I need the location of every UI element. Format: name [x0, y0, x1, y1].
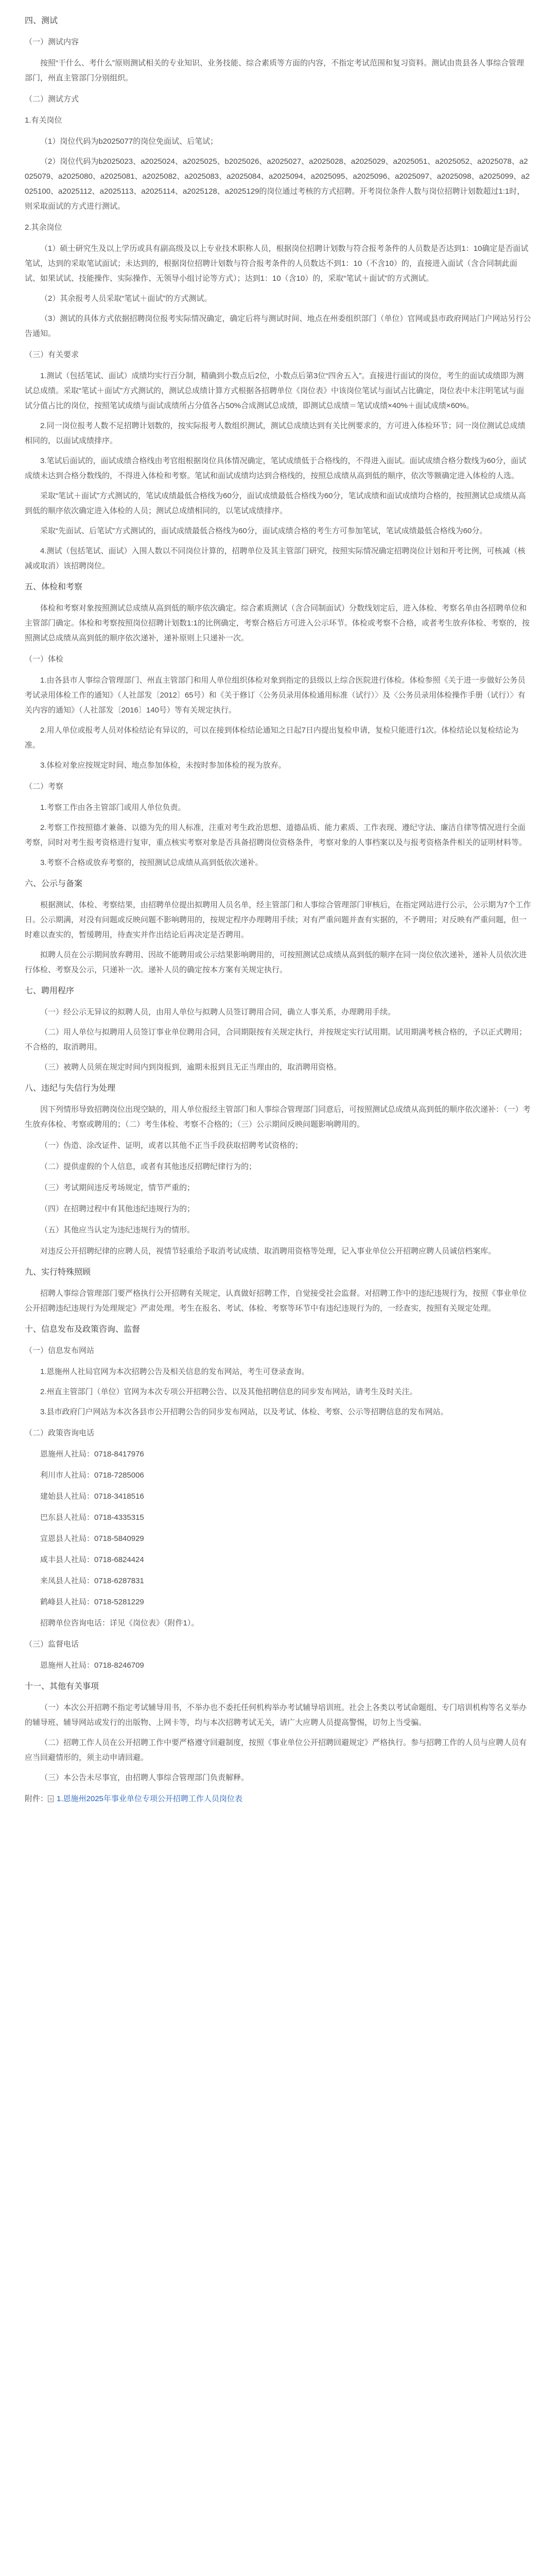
paragraph: （1）岗位代码为b2025077的岗位免面试、后笔试； [40, 137, 218, 146]
paragraph: 按照“干什么、考什么”原则测试相关的专业知识、业务技能、综合素质等方面的内容，不指定考试范围和复习资料。测试由贵县各人事综合管理部门，州直主管部门分别组织。 [25, 59, 524, 82]
paragraph: （一）本次公开招聘不指定考试辅导用书，不举办也不委托任何机构举办考试辅导培训班。社会上各类以考试命题组、专门培训机构等名义举办的辅导班、辅导网站或发行的出版物、上网卡等，均与本次招聘考试无关，请广大应聘人员提高警惕，切勿上当受骗。 [25, 1703, 527, 1727]
paragraph: 3.考察不合格或放弃考察的，按照测试总成绩从高到低依次递补。 [40, 858, 263, 867]
list-item: （三）考试期间违反考场规定，情节严重的； [40, 1183, 195, 1192]
paragraph: （三）被聘人员须在规定时间内到岗报到，逾期未报到且无正当理由的，取消聘用资格。 [40, 1063, 342, 1072]
phone-line: 恩施州人社局：0718-8417976 [40, 1450, 144, 1459]
paragraph: 3.笔试后面试的，面试成绩合格线由考官组根据岗位具体情况确定，笔试成绩低于合格线的，不得进入面试。面试成绩合格分数线为60分，面试成绩未达到合格分数线的，不得进入体检和考察。笔试和面试成绩均达到合格线的，按照总成绩从高到低的顺序，依次等额确定进入体检的人选。 [25, 456, 527, 480]
item-heading: 2.其余岗位 [25, 223, 62, 232]
section-heading: 十、信息发布及政策咨询、监督 [25, 1325, 141, 1334]
subsection-heading: （三）有关要求 [25, 350, 79, 359]
phone-line: 恩施州人社局：0718-8246709 [40, 1661, 144, 1670]
section-heading: 五、体检和考察 [25, 583, 83, 591]
subsection-heading: （三）监督电话 [25, 1640, 79, 1649]
subsection-heading: （二）考察 [25, 782, 64, 791]
paragraph: 招聘单位咨询电话：详见《岗位表》（附件1）。 [40, 1619, 199, 1628]
paragraph: （2）岗位代码为b2025023、a2025024、a2025025、b2025026、a2025027、a2025028、a2025029、a2025051、a2025052、a2025078、a2025079、a2025080、a2025081、a2025082、a2025083、a2025084、a2025094、a2025095、a2025096、a2025097、a2025098、a2025099、a2025100、a2025112、a2025113、a2025114、a2025128、a2025129的岗位通过考核的方式招聘。开考岗位条件人数与岗位招聘计划数超过1:1时，则采取面试的方式进行测试。 [25, 157, 530, 211]
paragraph: （二）招聘工作人员在公开招聘工作中要严格遵守回避制度，按照《事业单位公开招聘回避规定》严格执行。参与招聘工作的人员与应聘人员有应当回避情形的，须主动申请回避。 [25, 1738, 527, 1762]
subsection-heading: （一）信息发布网站 [25, 1346, 95, 1355]
paragraph: 拟聘人员在公示期间放弃聘用、因故不能聘用或公示结果影响聘用的，可按照测试总成绩从高到低的顺序在同一岗位依次递补，递补人员依次进行体检、考察及公示，只递补一次。递补人员的确定按本方案有关规定执行。 [25, 951, 527, 974]
item-heading: 1.有关岗位 [25, 116, 62, 125]
subsection-heading: （一）体检 [25, 655, 64, 664]
section-heading: 七、聘用程序 [25, 987, 75, 995]
attachment-line [25, 1791, 531, 1806]
subsection-heading: （二）测试方式 [25, 95, 79, 104]
paragraph: （一）经公示无异议的拟聘人员，由用人单位与拟聘人员签订聘用合同，确立人事关系，办理聘用手续。 [40, 1008, 396, 1016]
paragraph: 1.测试（包括笔试、面试）成绩均实行百分制，精确到小数点后2位，小数点后第3位“四舍五入”。直接进行面试的岗位，考生的面试成绩即为测试总成绩。采取“笔试＋面试”方式测试的，测试总成绩计算方式根据各招聘单位《岗位表》中该岗位笔试与面试占比确定，岗位表中未注明笔试与面试分值占比的岗位，按照笔试成绩与面试成绩所占分值各占50%合成测试总成绩，即测试总成绩＝笔试成绩×40%＋面试成绩×60%。 [25, 371, 524, 410]
list-item: （四）在招聘过程中有其他违纪违规行为的； [40, 1205, 195, 1213]
paragraph: 对违反公开招聘纪律的应聘人员，视情节轻重给予取消考试成绩、取消聘用资格等处理，记入事业单位公开招聘应聘人员诚信档案库。 [40, 1247, 496, 1256]
paragraph: 招聘人事综合管理部门要严格执行公开招聘有关规定，认真做好招聘工作，自觉接受社会监督。对招聘工作中的违纪违规行为，按照《事业单位公开招聘违纪违规行为处理规定》严肃处理。考生在报名、考试、体检、考察等环节中有违纪违规行为的，一经查实，按照有关规定处理。 [25, 1289, 527, 1313]
section-heading: 六、公示与备案 [25, 879, 83, 888]
paragraph: （三）本公告未尽事宜，由招聘人事综合管理部门负责解释。 [40, 1773, 249, 1782]
paragraph: （3）测试的具体方式依据招聘岗位报考实际情况确定，确定后将与测试时间、地点在州委组织部门（单位）官网或县市政府网站门户网站另行公告通知。 [25, 314, 531, 338]
paragraph: 1.考察工作由各主管部门或用人单位负责。 [40, 803, 186, 812]
paragraph: 1.由各县市人事综合管理部门、州直主管部门和用人单位组织体检对象到指定的县级以上综合医院进行体检。体检参照《关于进一步做好公务员考试录用体检工作的通知》（人社部发〔2012〕65号）和《关于修订〈公务员录用体检通用标准（试行）〉及〈公务员录用体检操作手册（试行）〉有关内容的通知》（人社部发〔2016〕140号）等有关规定执行。 [25, 676, 526, 715]
paragraph: 1.恩施州人社局官网为本次招聘公告及相关信息的发布网站，考生可登录查询。 [40, 1367, 309, 1376]
file-icon [48, 1795, 54, 1802]
phone-line: 利川市人社局：0718-7285006 [40, 1471, 144, 1480]
subsection-heading: （一）测试内容 [25, 38, 79, 46]
phone-line: 鹤峰县人社局：0718-5281229 [40, 1598, 144, 1606]
phone-line: 咸丰县人社局：0718-6824424 [40, 1555, 144, 1564]
list-item: （五）其他应当认定为违纪违规行为的情形。 [40, 1226, 195, 1234]
paragraph: 采取“先面试、后笔试”方式测试的，面试成绩最低合格线为60分，面试成绩合格的考生方可参加笔试，笔试成绩最低合格线为60分。 [40, 527, 488, 535]
subsection-heading: （二）政策咨询电话 [25, 1429, 95, 1437]
phone-line: 建始县人社局：0718-3418516 [40, 1492, 144, 1501]
paragraph: 因下列情形导致招聘岗位出现空缺的，用人单位报经主管部门和人事综合管理部门同意后，可按照测试总成绩从高到低的顺序依次递补：（一）考生放弃体检、考察或聘用的；（二）考生体检、考察不合格的；（三）公示期间反映问题影响聘用的。 [25, 1105, 531, 1129]
list-item: （二）提供虚假的个人信息，或者有其他违反招聘纪律行为的； [40, 1162, 257, 1171]
list-item: （一）伪造、涂改证件、证明，或者以其他不正当手段获取招聘考试资格的； [40, 1141, 303, 1150]
paragraph: 采取“笔试＋面试”方式测试的，笔试成绩最低合格线为60分，面试成绩最低合格线为60分，笔试成绩和面试成绩均合格的，按照测试总成绩从高到低的顺序依次确定进入体检的人员；测试总成绩相同的，以笔试成绩排序。 [25, 492, 526, 515]
section-heading: 十一、其他有关事项 [25, 1682, 99, 1691]
section-heading: 四、测试 [25, 16, 58, 25]
paragraph: 3.体检对象应按规定时间、地点参加体检，未按时参加体检的视为放弃。 [40, 761, 286, 770]
paragraph: 4.测试（包括笔试、面试）入围人数以不同岗位计算的，招聘单位及其主管部门研究，按照实际情况确定招聘岗位计划和开考比例，可核减（核减或取消）该招聘岗位。 [25, 547, 526, 570]
paragraph: 2.考察工作按照德才兼备、以德为先的用人标准，注重对考生政治思想、道德品质、能力素质、工作表现、遵纪守法、廉洁自律等情况进行全面考察，同时对考生报考资格进行复审，重点核实考察对象是否具备招聘岗位资格条件，考察对象的人事档案以及与报考资格条件相关的证明材料等。 [25, 823, 527, 847]
paragraph: （1）硕士研究生及以上学历或具有副高级及以上专业技术职称人员，根据岗位招聘计划数与符合报考条件的人员数是否达到1：10确定是否面试笔试，达到的采取笔试面试；未达到的，根据岗位招聘计划数与符合报考条件的人员数达不到1：10（不含10）的，直接进入面试（含合同制此面试、如果试试、技能操作、实际操作、无领导小组讨论等方式）；达到1：10（含10）的，采取“笔试＋面试”的方式测试。 [25, 244, 529, 283]
paragraph: 体检和考察对象按照测试总成绩从高到低的顺序依次确定。综合素质测试（含合同制面试）分数线划定后，进入体检、考察名单由各招聘单位和主管部门确定。体检和考察按照岗位招聘计划数1:1的比例确定，考察合格后方可进入公示环节。体检或考察不合格，或者考生放弃体检、考察的，按照测试总成绩从高到低的顺序依次递补，递补原则上只递补一次。 [25, 604, 530, 642]
phone-line: 宣恩县人社局：0718-5840929 [40, 1534, 144, 1543]
attachment-link[interactable]: 1.恩施州2025年事业单位专项公开招聘工作人员岗位表 [57, 1794, 242, 1803]
paragraph: 根据测试、体检、考察结果，由招聘单位提出拟聘用人员名单，经主管部门和人事综合管理部门审核后，在指定网站进行公示，公示期为7个工作日。公示期满，对没有问题或反映问题不影响聘用的，按规定程序办理聘用手续；对有严重问题并查有实据的，不予聘用；对反映有严重问题，但一时难以查实的，暂缓聘用，待查实并作出结论后再决定是否聘用。 [25, 901, 531, 939]
attachment-label: 附件： [25, 1794, 48, 1803]
paragraph: （二）用人单位与拟聘用人员签订事业单位聘用合同，合同期限按有关规定执行，并按规定实行试用期。试用期满考核合格的，予以正式聘用；不合格的，取消聘用。 [25, 1028, 527, 1052]
phone-line: 来凤县人社局：0718-6287831 [40, 1577, 144, 1585]
paragraph: 2.同一岗位报考人数不足招聘计划数的，按实际报考人数组织测试，测试总成绩达到有关比例要求的，方可进入体检环节；同一岗位测试总成绩相同的，以面试成绩排序。 [25, 421, 526, 445]
paragraph: 2.用人单位或报考人员对体检结论有异议的，可以在接到体检结论通知之日起7日内提出复检申请，复检只能进行1次。体检结论以复检结论为准。 [25, 726, 519, 750]
paragraph: （2）其余报考人员采取“笔试＋面试”的方式测试。 [40, 294, 212, 303]
phone-line: 巴东县人社局：0718-4335315 [40, 1513, 144, 1522]
section-heading: 八、违纪与失信行为处理 [25, 1084, 116, 1093]
section-heading: 九、实行特殊照顾 [25, 1268, 91, 1277]
paragraph: 2.州直主管部门（单位）官网为本次专项公开招聘公告、以及其他招聘信息的同步发布网站，请考生及时关注。 [40, 1387, 418, 1396]
paragraph: 3.县市政府门户网站为本次各县市公开招聘公告的同步发布网站，以及考试、体检、考察、公示等招聘信息的发布网站。 [40, 1408, 448, 1416]
